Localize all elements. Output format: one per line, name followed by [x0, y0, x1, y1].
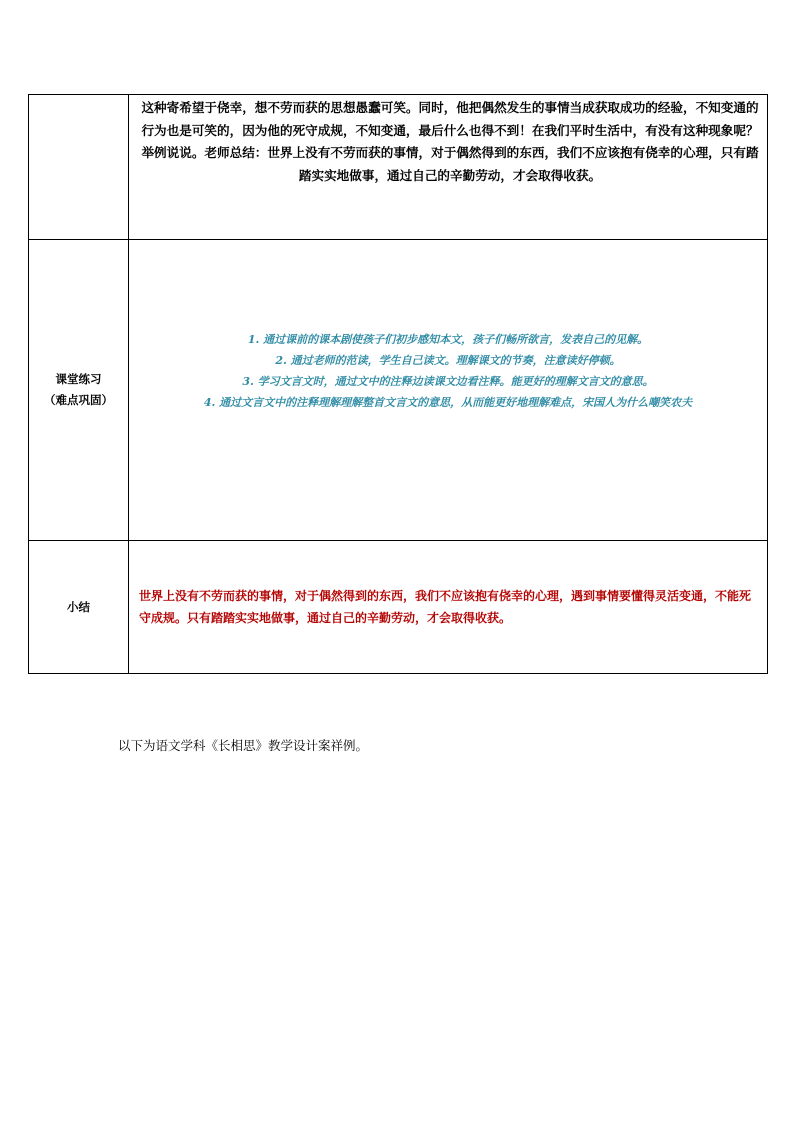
list-item: 2. 通过老师的范读，学生自己读文。理解课文的节奏，注意读好停顿。 [275, 354, 621, 367]
footer-note: 以下为语文学科《长相思》教学设计案祥例。 [118, 738, 369, 753]
summary-text: 世界上没有不劳而获的事情，对于偶然得到的东西，我们不应该抱有侥幸的心理，遇到事情要懂得灵活变通，不能死守成规。只有踏踏实实地做事，通过自己的辛勤劳动，才会取得收获。 [139, 589, 752, 625]
list-item: 4. 通过文言文中的注释理解理解整首文言文的意思，从而能更好地理解难点，宋国人为什么嘲笑农夫 [203, 396, 693, 409]
row-label-empty [29, 95, 129, 240]
list-item: 3. 学习文言文时，通过文中的注释边读课文边看注释。能更好的理解文言文的意思。 [242, 375, 654, 388]
summary-wrap [129, 541, 767, 673]
table-row [29, 95, 768, 240]
practice-wrap [129, 240, 767, 540]
row-content-cell [129, 95, 768, 240]
table-row [29, 240, 768, 541]
practice-label-line1: 课堂练习 [55, 372, 102, 386]
lesson-plan-table [28, 94, 768, 674]
row-content-cell [129, 541, 768, 674]
row-content-cell [129, 240, 768, 541]
practice-label-line2: （难点巩固） [44, 393, 113, 407]
table-row [29, 541, 768, 674]
row-label-summary: 小结 [29, 541, 129, 674]
list-item: 1. 通过课前的课本剧使孩子们初步感知本文，孩子们畅所欲言，发表自己的见解。 [247, 333, 649, 346]
teacher-summary-text: 这种寄希望于侥幸，想不劳而获的思想愚蠢可笑。同时，他把偶然发生的事情当成获取成功的经验，不知变通的行为也是可笑的，因为他的死守成规，不知变通，最后什么也得不到！在我们平时生活中，有没有这种现象呢？举例说说。老师总结：世界上没有不劳而获的事情，对于偶然得到的东西，我们不应该抱有侥幸的心理，只有踏踏实实地做事，通过自己的辛勤劳动，才会取得收获。 [141, 100, 759, 183]
practice-list [129, 329, 767, 413]
row-label-practice [29, 240, 129, 541]
